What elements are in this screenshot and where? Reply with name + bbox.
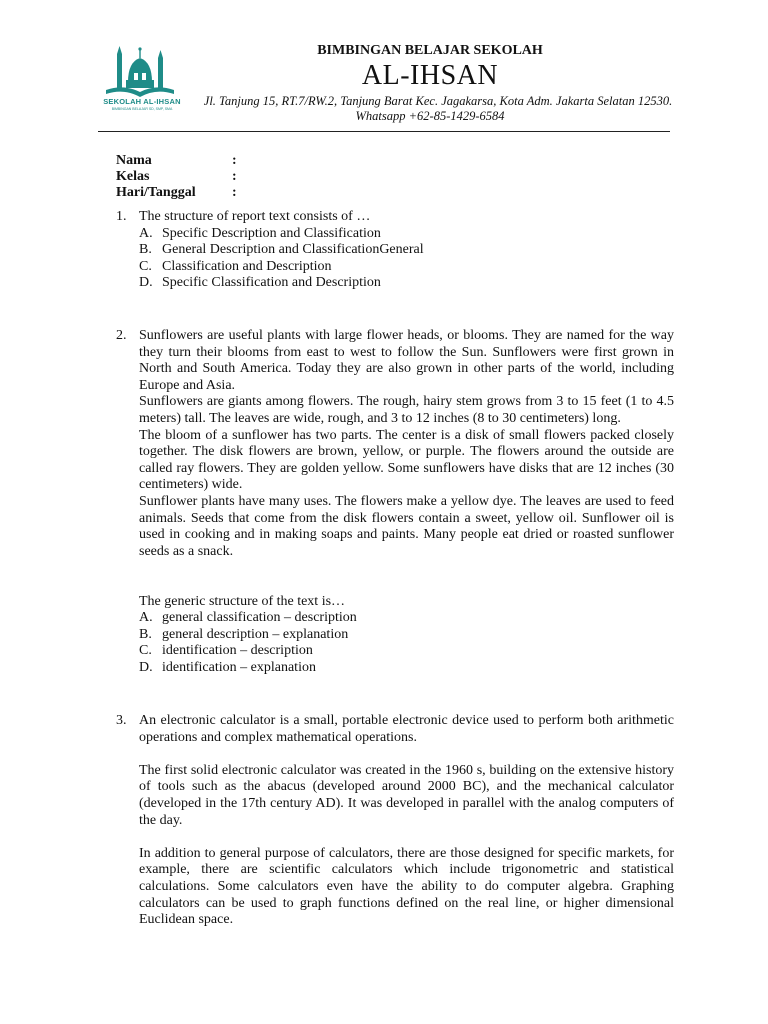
option-letter: A. [139, 225, 153, 241]
field-label: Nama [116, 153, 152, 168]
header-whatsapp: Whatsapp +62-85-1429-6584 [355, 109, 505, 123]
header-title: AL-IHSAN [361, 60, 499, 91]
question-stem: The structure of report text consists of … [139, 209, 371, 224]
option-letter: C. [139, 258, 152, 274]
option-c [139, 259, 674, 276]
question-number: 1. [116, 209, 127, 224]
header-address: Jl. Tanjung 15, RT.7/RW.2, Tanjung Barat Kec. Jagakarsa, Kota Adm. Jakarta Selatan 12530. [203, 94, 673, 108]
reading-paragraph: Sunflower plants have many uses. The flowers make a yellow dye. The leaves are used to feed animals. Seeds that come from the disk flowers contain a sweet, yellow oil. Sunflower oil is used in cooking and in making soaps and paints. Many people eat dried or roasted sunflower seeds as a snack. [139, 493, 674, 559]
option-d [139, 660, 674, 677]
field-nama [116, 153, 416, 169]
field-colon: : [232, 185, 237, 200]
question-number: 2. [116, 328, 127, 343]
field-colon: : [232, 169, 237, 184]
question-number: 3. [116, 713, 127, 728]
option-a [139, 610, 674, 627]
option-text: Specific Description and Classification [162, 225, 381, 241]
reading-paragraph: Sunflowers are useful plants with large flower heads, or blooms. They are named for the way they turn their blooms from east to west to follow the Sun. Sunflowers were first grown in North and South America. Today they are also grown in other parts of the world, including Europe and Asia. [139, 328, 674, 393]
option-text: general classification – description [162, 610, 357, 626]
option-d [139, 275, 674, 292]
option-text: Specific Classification and Description [162, 275, 381, 291]
field-label: Kelas [116, 169, 150, 184]
question-stem: The generic structure of the text is… [139, 593, 346, 609]
option-text: General Description and ClassificationGeneral [162, 242, 424, 258]
option-letter: B. [139, 626, 152, 642]
option-letter: D. [139, 275, 153, 291]
reading-paragraph: The first solid electronic calculator was created in the 1960 s, building on the extensive history of tools such as the abacus (developed around 2000 BC), and the mechanical calculator (developed in the 17th century AD). It was developed in parallel with the analog computers of the day. [139, 762, 674, 828]
reading-paragraph: The bloom of a sunflower has two parts. The center is a disk of small flowers packed closely together. The disk flowers are brown, yellow, or purple. The flowers around the outside are called ray flowers. They are golden yellow. Some sunflowers have disks that are 12 inches (30 centimeters) wide. [139, 427, 674, 493]
option-c [139, 643, 674, 660]
reading-paragraph: Sunflowers are giants among flowers. The rough, hairy stem grows from 3 to 15 feet (1 to 4.5 meters) tall. The leaves are wide, rough, and 3 to 12 inches (8 to 30 centimeters) long. [139, 394, 674, 426]
question-1 [116, 209, 674, 292]
header-subtitle: BIMBINGAN BELAJAR SEKOLAH [317, 43, 543, 58]
option-letter: B. [139, 242, 152, 258]
question-2 [116, 328, 674, 676]
option-b [139, 627, 674, 644]
option-text: Classification and Description [162, 258, 332, 274]
reading-paragraph: In addition to general purpose of calculators, there are those designed for specific markets, for example, there are scientific calculators which include trigonometric and statistical calculations. Some calculators even have the ability to do computer algebra. Graphing calculators can be used to graph functions defined on the real line, or higher dimensional Euclidean space. [139, 845, 674, 928]
option-text: identification – explanation [162, 659, 316, 675]
reading-paragraph: An electronic calculator is a small, portable electronic device used to perform both arithmetic operations and complex mathematical operations. [139, 713, 674, 745]
logo-school-name: SEKOLAH AL-IHSAN [103, 97, 181, 106]
option-letter: D. [139, 659, 153, 675]
question-3 [116, 713, 674, 929]
field-label: Hari/Tanggal [116, 185, 196, 200]
field-kelas [116, 169, 416, 185]
header-divider [98, 131, 670, 132]
field-colon: : [232, 153, 237, 168]
option-a [139, 226, 674, 243]
option-letter: A. [139, 610, 153, 626]
option-b [139, 242, 674, 259]
student-info-fields [116, 153, 416, 201]
logo-tagline: BIMBINGAN BELAJAR SD, SMP, SMA [111, 107, 173, 111]
option-text: identification – description [162, 643, 313, 659]
option-letter: C. [139, 643, 152, 659]
field-hari-tanggal [116, 185, 416, 201]
option-text: general description – explanation [162, 626, 349, 642]
